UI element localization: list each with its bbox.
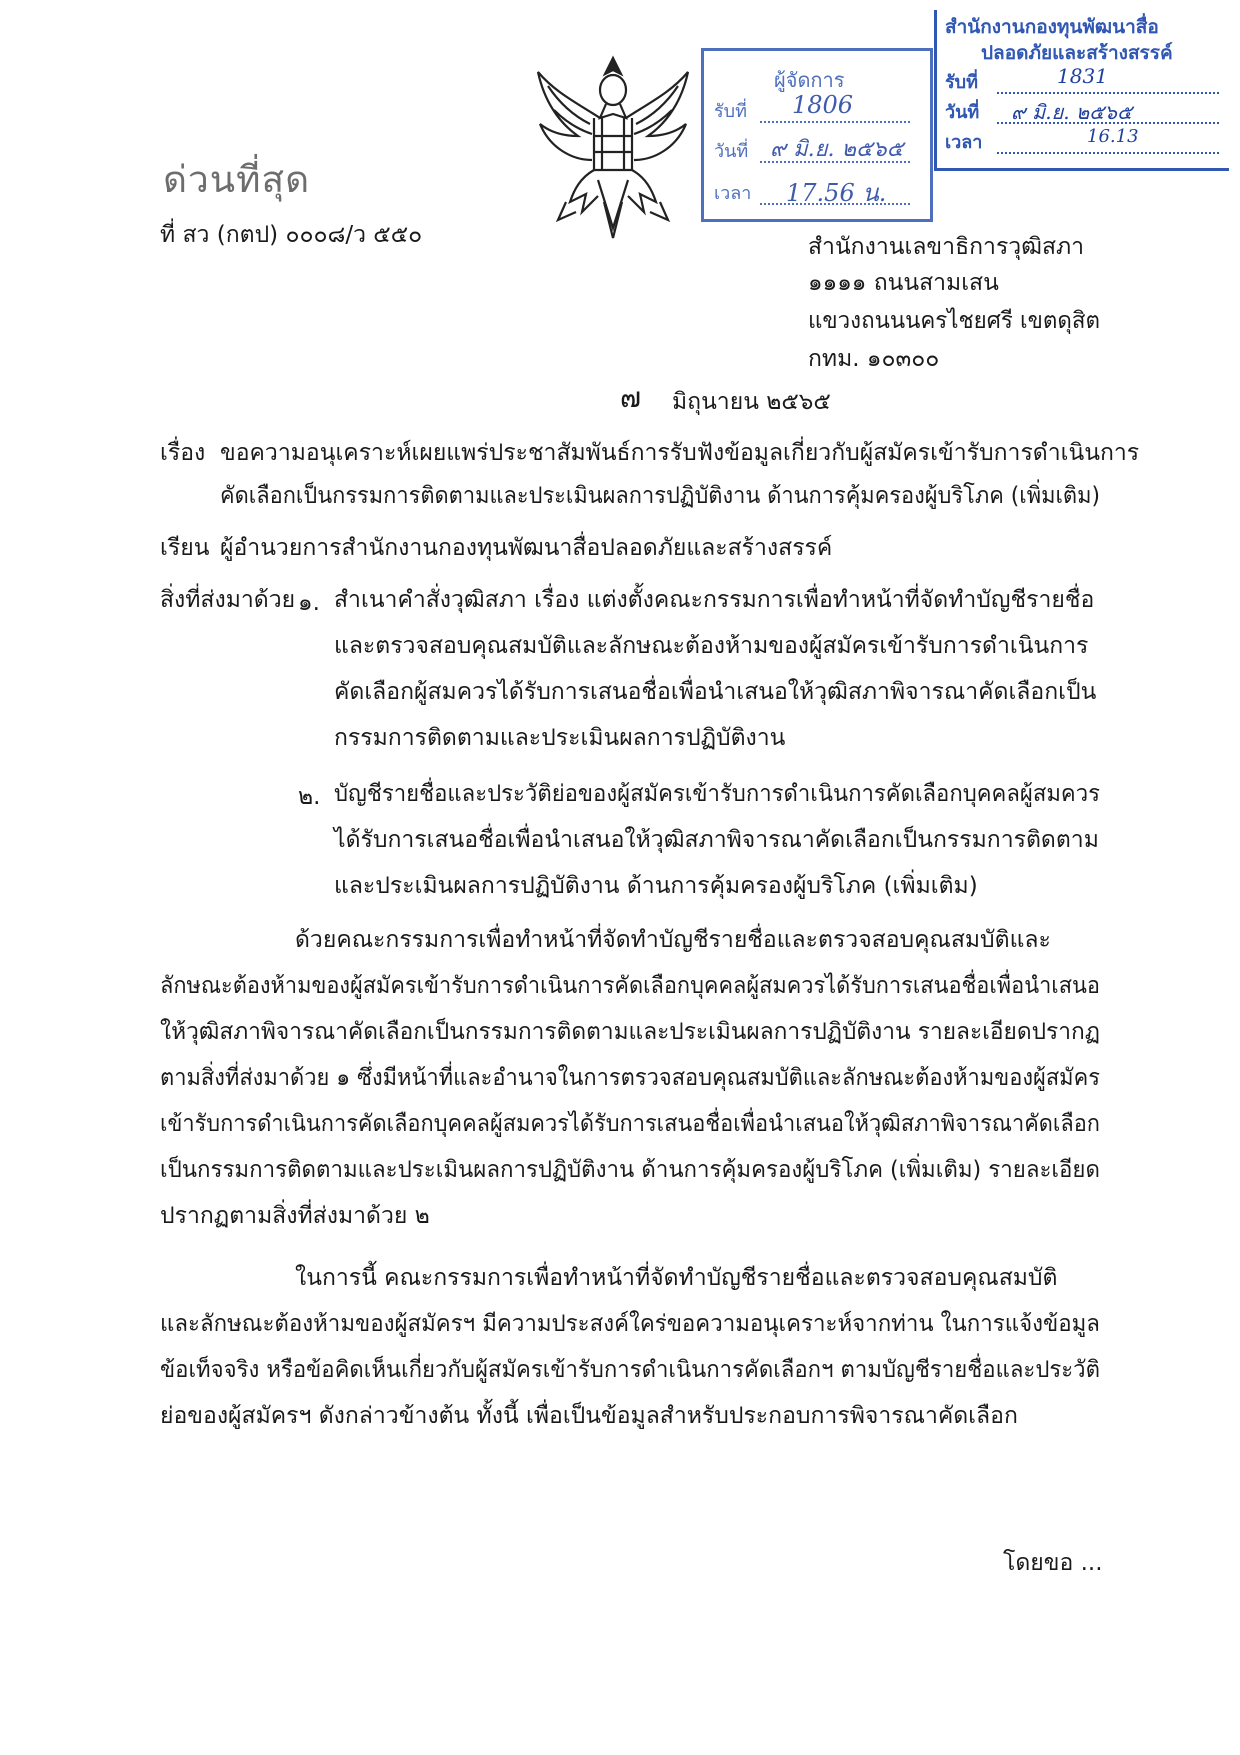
enclosure-1-line3: คัดเลือกผู้สมควรได้รับการเสนอชื่อเพื่อนำเสนอให้วุฒิสภาพิจารณาคัดเลือกเป็น [334, 679, 1097, 705]
stamp-dots [760, 121, 910, 123]
stamp-time-label: เวลา [945, 132, 983, 153]
letter-month-year: มิถุนายน ๒๕๖๕ [672, 389, 831, 415]
sender-address-line3: แขวงถนนนครไชยศรี เขตดุสิต [808, 308, 1101, 334]
reception-stamp-org [934, 10, 1229, 171]
stamp-recv-value: 1806 [792, 91, 854, 119]
body-p2-line4: ย่อของผู้สมัครฯ ดังกล่าวข้างต้น ทั้งนี้ เพื่อเป็นข้อมูลสำหรับประกอบการพิจารณาคัดเลือก [160, 1403, 1018, 1429]
subject-line1: ขอความอนุเคราะห์เผยแพร่ประชาสัมพันธ์การรับฟังข้อมูลเกี่ยวกับผู้สมัครเข้ารับการดำเนินการ [220, 440, 1140, 466]
stamp-date-label: วันที่ [714, 141, 749, 162]
enclosure-num-1: ๑. [298, 590, 320, 616]
stamp-date-value: ๙ มิ.ย. ๒๕๖๕ [1011, 100, 1133, 124]
reception-stamp-manager [701, 48, 933, 222]
enclosure-num-2: ๒. [298, 784, 321, 810]
garuda-emblem-icon [530, 52, 696, 242]
enclosure-2-line2: ได้รับการเสนอชื่อเพื่อนำเสนอให้วุฒิสภาพิจารณาคัดเลือกเป็นกรรมการติดตาม [334, 827, 1099, 853]
body-p1-line1: ด้วยคณะกรรมการเพื่อทำหน้าที่จัดทำบัญชีรายชื่อและตรวจสอบคุณสมบัติและ [295, 927, 1051, 953]
body-p1-line2: ลักษณะต้องห้ามของผู้สมัครเข้ารับการดำเนินการคัดเลือกบุคคลผู้สมควรได้รับการเสนอชื่อเพื่อนำเสนอ [160, 973, 1100, 999]
stamp-time-label: เวลา [714, 183, 752, 204]
sender-address-line1: สำนักงานเลขาธิการวุฒิสภา [808, 234, 1085, 260]
stamp-org-line1: สำนักงานกองทุนพัฒนาสื่อ [945, 16, 1159, 38]
stamp-org-line2: ปลอดภัยและสร้างสรรค์ [981, 42, 1173, 64]
stamp-recv-label: รับที่ [945, 72, 978, 93]
stamp-dots [997, 92, 1219, 94]
body-p1-line4: ตามสิ่งที่ส่งมาด้วย ๑ ซึ่งมีหน้าที่และอำนาจในการตรวจสอบคุณสมบัติและลักษณะต้องห้ามของผู้สมัคร [160, 1065, 1100, 1091]
sender-address-line4: กทม. ๑๐๓๐๐ [808, 346, 940, 372]
body-p2-line1: ในการนี้ คณะกรรมการเพื่อทำหน้าที่จัดทำบัญชีรายชื่อและตรวจสอบคุณสมบัติ [295, 1265, 1058, 1291]
urgency-label: ด่วนที่สุด [163, 158, 311, 201]
continuation-note: โดยขอ ... [1003, 1550, 1103, 1576]
body-p2-line3: ข้อเท็จจริง หรือข้อคิดเห็นเกี่ยวกับผู้สมัครเข้ารับการดำเนินการคัดเลือกฯ ตามบัญชีรายชื่อและประวัติ [160, 1357, 1101, 1383]
body-p1-line6: เป็นกรรมการติดตามและประเมินผลการปฏิบัติงาน ด้านการคุ้มครองผู้บริโภค (เพิ่มเติม) รายละเอียด [160, 1157, 1100, 1183]
reference-number: ที่ สว (กตป) ๐๐๐๘/ว ๕๕๐ [160, 222, 423, 248]
stamp-title: ผู้จัดการ [774, 68, 845, 92]
body-p1-line3: ให้วุฒิสภาพิจารณาคัดเลือกเป็นกรรมการติดตามและประเมินผลการปฏิบัติงาน รายละเอียดปรากฏ [160, 1019, 1100, 1045]
body-p2-line2: และลักษณะต้องห้ามของผู้สมัครฯ มีความประสงค์ใคร่ขอความอนุเคราะห์จากท่าน ในการแจ้งข้อมูล [160, 1311, 1100, 1337]
enclosure-2-line3: และประเมินผลการปฏิบัติงาน ด้านการคุ้มครองผู้บริโภค (เพิ่มเติม) [334, 873, 978, 899]
body-p1-line5: เข้ารับการดำเนินการคัดเลือกบุคคลผู้สมควรได้รับการเสนอชื่อเพื่อนำเสนอให้วุฒิสภาพิจารณาคัดเลือก [160, 1111, 1101, 1137]
enclosure-1-line2: และตรวจสอบคุณสมบัติและลักษณะต้องห้ามของผู้สมัครเข้ารับการดำเนินการ [334, 633, 1089, 659]
enclosure-1-line4: กรรมการติดตามและประเมินผลการปฏิบัติงาน [334, 725, 786, 751]
sender-address-line2: ๑๑๑๑ ถนนสามเสน [808, 270, 999, 296]
letter-day: ๗ [620, 381, 642, 414]
enclosure-1-line1: สำเนาคำสั่งวุฒิสภา เรื่อง แต่งตั้งคณะกรรมการเพื่อทำหน้าที่จัดทำบัญชีรายชื่อ [334, 587, 1095, 613]
recipient-label: เรียน [160, 535, 210, 561]
stamp-dots [997, 152, 1219, 154]
stamp-time-value: 17.56 น. [786, 179, 887, 207]
enclosure-2-line1: บัญชีรายชื่อและประวัติย่อของผู้สมัครเข้ารับการดำเนินการคัดเลือกบุคคลผู้สมควร [334, 781, 1101, 807]
stamp-date-value: ๙ มิ.ย. ๒๕๖๕ [770, 137, 904, 162]
recipient-value: ผู้อำนวยการสำนักงานกองทุนพัฒนาสื่อปลอดภัยและสร้างสรรค์ [220, 535, 833, 561]
stamp-time-value: 16.13 [1087, 126, 1139, 147]
enclosures-label: สิ่งที่ส่งมาด้วย [160, 587, 296, 613]
stamp-date-label: วันที่ [945, 102, 980, 123]
stamp-recv-label: รับที่ [714, 101, 747, 122]
body-p1-line7: ปรากฏตามสิ่งที่ส่งมาด้วย ๒ [160, 1203, 430, 1229]
subject-line2: คัดเลือกเป็นกรรมการติดตามและประเมินผลการปฏิบัติงาน ด้านการคุ้มครองผู้บริโภค (เพิ่มเติม) [220, 483, 1100, 509]
subject-label: เรื่อง [160, 440, 206, 466]
stamp-recv-value: 1831 [1057, 64, 1108, 88]
